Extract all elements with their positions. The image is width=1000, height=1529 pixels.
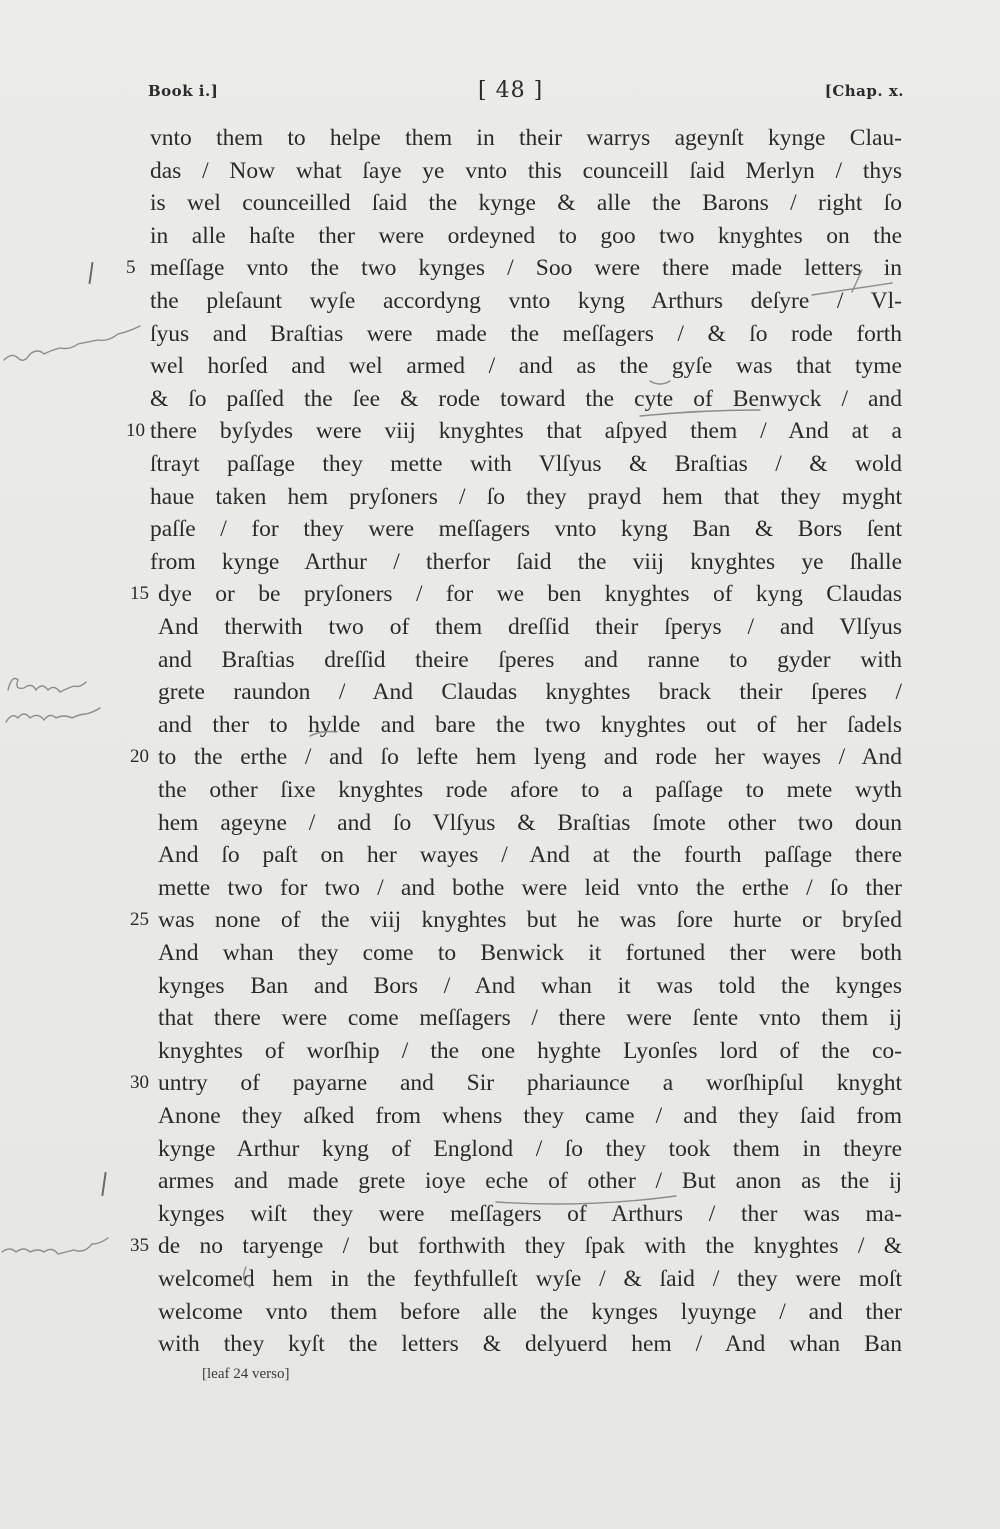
text-line: and ther to hylde and bare the two knyghtes out of her ſadels — [158, 711, 902, 738]
page-number: [ 48 ] — [478, 78, 544, 103]
text-line: to the erthe / and ſo lefte hem lyeng and rode her wayes / And — [158, 744, 902, 771]
text-line: was none of the viij knyghtes but he was ſore hurte or bryſed — [158, 907, 902, 934]
text-line: knyghtes of worſhip / the one hyghte Lyonſes lord of the co- — [158, 1037, 902, 1064]
line-number: 20 — [130, 746, 149, 768]
text-line: de no taryenge / but forthwith they ſpak with the knyghtes / & — [158, 1233, 902, 1260]
line-number: 30 — [130, 1072, 149, 1094]
text-line: from kynge Arthur / therfor ſaid the viij knyghtes ye ſhalle — [150, 548, 902, 575]
text-line: welcomed hem in the feythfulleſt wyſe / & ſaid / they were moſt — [158, 1266, 902, 1292]
margin-tick-mark — [101, 1172, 106, 1196]
text-line: Anone they aſked from whens they came / and they ſaid from — [158, 1103, 902, 1129]
text-line: ſtrayt paſſage they mette with Vlſyus & Braſtias / & wold — [150, 451, 902, 477]
line-number: 10 — [126, 420, 145, 442]
text-line: in alle haſte ther were ordeyned to goo two knyghtes on the — [150, 222, 902, 249]
text-line: And ſo paſt on her wayes / And at the fourth paſſage there — [158, 842, 902, 869]
leaf-note: [leaf 24 verso] — [202, 1366, 290, 1382]
text-line: kynges wiſt they were meſſagers of Arthurs / ther was ma- — [158, 1200, 902, 1227]
line-number: 15 — [130, 583, 149, 605]
text-line: das / Now what ſaye ye vnto this counceill ſaid Merlyn / thys — [150, 157, 902, 184]
text-line: grete raundon / And Claudas knyghtes brack their ſperes / — [158, 679, 902, 706]
text-line: vnto them to helpe them in their warrys ageynſt kynge Clau- — [150, 125, 902, 151]
text-line: And therwith two of them dreſſid their ſperys / and Vlſyus — [158, 614, 902, 640]
text-line: paſſe / for they were meſſagers vnto kyng Ban & Bors ſent — [150, 516, 902, 543]
text-line: And whan they come to Benwick it fortuned ther were both — [158, 940, 902, 966]
line-number: 35 — [130, 1235, 149, 1257]
running-head-chapter: [Chap. x. — [824, 82, 904, 100]
text-line: and Braſtias dreſſid theire ſperes and ranne to gyder with — [158, 646, 902, 673]
running-head-book: Book i.] — [148, 82, 219, 100]
text-line: ſyus and Braſtias were made the meſſagers / & ſo rode forth — [150, 320, 902, 347]
margin-tick-mark — [88, 262, 93, 284]
text-line: there byſydes were viij knyghtes that aſpyed them / And at a — [150, 418, 902, 445]
text-line: kynge Arthur kyng of Englond / ſo they took them in theyre — [158, 1135, 902, 1162]
text-line: untry of payarne and Sir phariaunce a worſhipſul knyght — [158, 1070, 902, 1097]
text-line: welcome vnto them before alle the kynges lyuynge / and ther — [158, 1298, 902, 1325]
line-number: 25 — [130, 909, 149, 931]
text-line: haue taken hem pryſoners / ſo they prayd hem that they myght — [150, 483, 902, 510]
text-line: & ſo paſſed the ſee & rode toward the cyte of Benwyck / and — [150, 385, 902, 412]
text-line: armes and made grete ioye eche of other / But anon as the ij — [158, 1168, 902, 1195]
text-line: dye or be pryſoners / for we ben knyghtes of kyng Claudas — [158, 581, 902, 608]
text-line: mette two for two / and bothe were leid vnto the erthe / ſo ther — [158, 874, 902, 901]
text-line: that there were come meſſagers / there were ſente vnto them ij — [158, 1005, 902, 1032]
text-line: kynges Ban and Bors / And whan it was told the kynges — [158, 972, 902, 999]
text-line: is wel counceilled ſaid the kynge & alle the Barons / right ſo — [150, 190, 902, 217]
text-line: the pleſaunt wyſe accordyng vnto kyng Arthurs deſyre / Vl- — [150, 288, 902, 314]
text-line: the other ſixe knyghtes rode afore to a paſſage to mete wyth — [158, 777, 902, 803]
text-line: with they kyſt the letters & delyuerd hem / And whan Ban — [158, 1331, 902, 1358]
text-line: hem ageyne / and ſo Vlſyus & Braſtias ſmote other two doun — [158, 809, 902, 836]
text-line: wel horſed and wel armed / and as the gyſe was that tyme — [150, 353, 902, 380]
line-number: 5 — [126, 257, 136, 279]
text-line: meſſage vnto the two kynges / Soo were there made letters in — [150, 255, 902, 282]
